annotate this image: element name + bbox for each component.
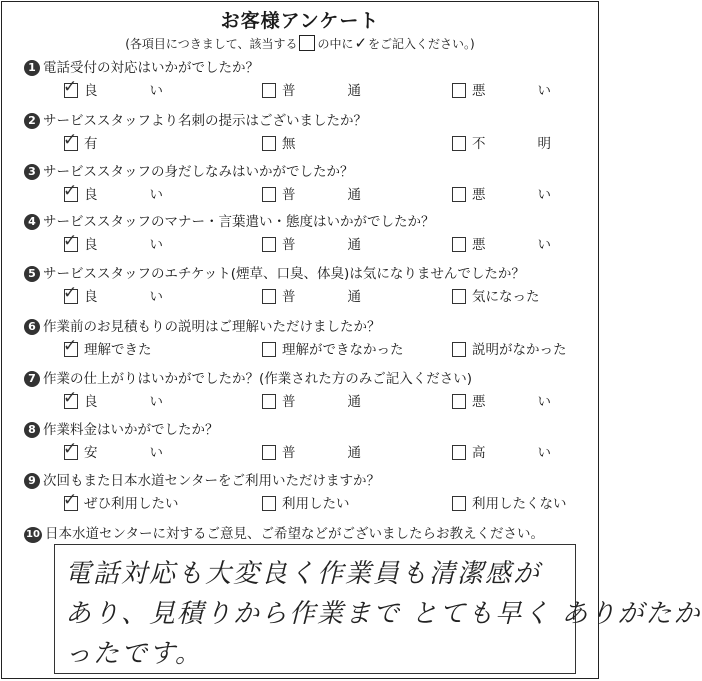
option-label-suffix: い: [537, 187, 551, 203]
question-number-badge: 3: [24, 164, 40, 180]
checkbox[interactable]: [63, 336, 78, 357]
option-label: 良: [84, 187, 98, 203]
checkbox[interactable]: [63, 388, 78, 409]
option-label-suffix: い: [537, 394, 551, 410]
option-label-suffix: 通: [347, 83, 361, 99]
option-label-suffix: い: [149, 445, 163, 461]
option-label: 普: [282, 445, 296, 461]
option-label: 利用したくない: [472, 496, 567, 512]
survey-sheet: [1, 1, 702, 679]
check-icon: ✓: [63, 181, 78, 201]
option-label: 悪: [472, 394, 486, 410]
checkbox[interactable]: [262, 289, 276, 304]
answer-option[interactable]: [452, 492, 567, 512]
question-heading: [24, 418, 219, 438]
option-label: 良: [84, 289, 98, 305]
option-label-suffix: い: [149, 394, 163, 410]
survey-title: お客様アンケート: [220, 10, 380, 32]
answer-option[interactable]: [64, 183, 163, 203]
option-label: 安: [84, 445, 98, 461]
answer-option[interactable]: [262, 492, 350, 512]
handwritten-line-2: あり、見積りから作業まで とても早く ありがたか: [65, 599, 702, 629]
question-text: 作業料金はいかがでしたか？: [43, 422, 219, 438]
question-6: [24, 315, 584, 361]
answer-option[interactable]: [452, 132, 551, 152]
question-number-badge: 6: [24, 319, 40, 335]
check-icon: ✓: [63, 388, 78, 408]
option-label-suffix: 通: [347, 187, 361, 203]
question-9: [24, 469, 584, 515]
question-text: 次回もまた日本水道センターをご利用いただけますか？: [43, 473, 380, 489]
checkbox[interactable]: [452, 496, 466, 511]
sample-checkbox-icon: [299, 35, 315, 51]
question-text: サービススタッフのマナー・言葉遣い・態度はいかがでしたか？: [43, 214, 435, 230]
answer-option[interactable]: [262, 79, 361, 99]
free-comment-box[interactable]: [54, 544, 702, 674]
question-heading: [24, 56, 259, 76]
option-label-suffix: 通: [347, 237, 361, 253]
handwritten-line-3: ったです。: [65, 639, 203, 669]
option-label: 利用したい: [282, 496, 350, 512]
question-number-badge: 4: [24, 214, 40, 230]
checkbox[interactable]: [63, 490, 78, 511]
answer-option[interactable]: [262, 390, 361, 410]
question-4: [24, 210, 584, 256]
checkbox[interactable]: [262, 342, 276, 357]
check-icon: ✓: [63, 77, 78, 97]
check-icon: ✓: [63, 490, 78, 510]
checkbox[interactable]: [63, 283, 78, 304]
question-text: サービススタッフより名刺の提示はございましたか？: [43, 113, 367, 129]
answer-option[interactable]: [262, 285, 361, 305]
option-label-suffix: い: [537, 445, 551, 461]
handwritten-line-1: 電話対応も大変良く作業員も清潔感が: [65, 559, 542, 589]
survey-instructions: [2, 34, 598, 52]
option-label-suffix: い: [537, 83, 551, 99]
checkbox[interactable]: [262, 445, 276, 460]
checkbox[interactable]: [262, 496, 276, 511]
question-5: [24, 262, 584, 308]
sample-check-icon: ✓: [354, 34, 368, 52]
question-number-badge: 10: [24, 527, 42, 543]
check-icon: ✓: [63, 439, 78, 459]
answer-option[interactable]: [262, 183, 361, 203]
option-label-suffix: 通: [347, 394, 361, 410]
question-text: サービススタッフのエチケット(煙草、口臭、体臭)は気になりませんでしたか？: [43, 266, 525, 282]
answer-option[interactable]: [262, 132, 296, 152]
option-label: 気になった: [472, 289, 540, 305]
answer-option[interactable]: [64, 79, 163, 99]
option-label: 高: [472, 445, 486, 461]
option-label: 有: [84, 136, 98, 152]
checkbox[interactable]: [63, 130, 78, 151]
check-icon: ✓: [63, 130, 78, 150]
question-text: 作業の仕上がりはいかがでしたか？(作業された方のみご記入ください): [43, 371, 473, 387]
checkbox[interactable]: [452, 289, 466, 304]
checkbox[interactable]: [452, 136, 466, 151]
option-label: 悪: [472, 187, 486, 203]
answer-option[interactable]: [64, 285, 163, 305]
question-number-badge: 1: [24, 60, 40, 76]
question-heading: [24, 160, 354, 180]
check-icon: ✓: [63, 336, 78, 356]
option-label-suffix: い: [149, 237, 163, 253]
answer-option[interactable]: [262, 233, 361, 253]
question-number-badge: 7: [24, 371, 40, 387]
checkbox[interactable]: [452, 445, 466, 460]
question-number-badge: 8: [24, 422, 40, 438]
question-3: [24, 160, 584, 206]
option-label: 良: [84, 237, 98, 253]
option-label-suffix: 明: [537, 136, 551, 152]
answer-option[interactable]: [452, 285, 540, 305]
question-1: [24, 56, 584, 102]
question-text: 電話受付の対応はいかがでしたか？: [43, 60, 259, 76]
checkbox[interactable]: [452, 83, 466, 98]
option-label: 理解できた: [84, 342, 152, 358]
question-heading: [24, 262, 525, 282]
checkbox[interactable]: [63, 77, 78, 98]
question-7: [24, 367, 584, 413]
checkbox[interactable]: [262, 394, 276, 409]
answer-option[interactable]: [452, 390, 551, 410]
checkbox[interactable]: [63, 231, 78, 252]
question-heading: [24, 315, 381, 335]
question-text: 作業前のお見積もりの説明はご理解いただけましたか？: [43, 319, 381, 335]
checkbox[interactable]: [262, 187, 276, 202]
checkbox[interactable]: [262, 136, 276, 151]
answer-option[interactable]: [262, 338, 404, 358]
answer-option[interactable]: [452, 338, 567, 358]
checkbox[interactable]: [63, 181, 78, 202]
checkbox[interactable]: [63, 439, 78, 460]
question-number-badge: 9: [24, 473, 40, 489]
option-label-suffix: 通: [347, 445, 361, 461]
checkbox[interactable]: [452, 342, 466, 357]
answer-option[interactable]: [64, 338, 152, 358]
instructions-text-before: (各項目につきまして、該当する: [125, 37, 298, 51]
option-label-suffix: い: [149, 187, 163, 203]
question-text: サービススタッフの身だしなみはいかがでしたか？: [43, 164, 354, 180]
question-heading: [24, 367, 472, 387]
checkbox[interactable]: [452, 394, 466, 409]
option-label: 普: [282, 394, 296, 410]
checkbox[interactable]: [262, 83, 276, 98]
option-label: 理解ができなかった: [282, 342, 404, 358]
option-label-suffix: い: [149, 83, 163, 99]
option-label: 普: [282, 237, 296, 253]
check-icon: ✓: [63, 283, 78, 303]
checkbox[interactable]: [262, 237, 276, 252]
question-10-text: 日本水道センターに対するご意見、ご希望などがございましたらお教えください。: [45, 526, 544, 542]
answer-option[interactable]: [262, 441, 361, 461]
option-label: 悪: [472, 237, 486, 253]
option-label: 普: [282, 187, 296, 203]
answer-option[interactable]: [64, 132, 98, 152]
question-10: [24, 522, 544, 543]
answer-option[interactable]: [452, 183, 551, 203]
instructions-text-after: をご記入ください。): [368, 37, 475, 51]
option-label: 説明がなかった: [472, 342, 567, 358]
checkbox[interactable]: [452, 237, 466, 252]
option-label-suffix: い: [149, 289, 163, 305]
checkbox[interactable]: [452, 187, 466, 202]
option-label: 普: [282, 289, 296, 305]
check-icon: ✓: [63, 231, 78, 251]
instructions-text-middle: の中に: [317, 37, 354, 51]
option-label: 不: [472, 136, 486, 152]
option-label: 悪: [472, 83, 486, 99]
answer-option[interactable]: [64, 492, 179, 512]
answer-option[interactable]: [452, 79, 551, 99]
answer-option[interactable]: [64, 390, 163, 410]
option-label: 普: [282, 83, 296, 99]
option-label: ぜひ利用したい: [84, 496, 179, 512]
option-label: 良: [84, 394, 98, 410]
option-label-suffix: 通: [347, 289, 361, 305]
question-heading: [24, 109, 367, 129]
option-label: 無: [282, 136, 296, 152]
answer-option[interactable]: [64, 233, 163, 253]
question-8: [24, 418, 584, 464]
answer-option[interactable]: [452, 441, 551, 461]
option-label: 良: [84, 83, 98, 99]
answer-option[interactable]: [452, 233, 551, 253]
answer-option[interactable]: [64, 441, 163, 461]
question-number-badge: 5: [24, 266, 40, 282]
question-number-badge: 2: [24, 113, 40, 129]
question-2: [24, 109, 584, 155]
option-label-suffix: い: [537, 237, 551, 253]
question-heading: [24, 469, 380, 489]
question-heading: [24, 210, 435, 230]
